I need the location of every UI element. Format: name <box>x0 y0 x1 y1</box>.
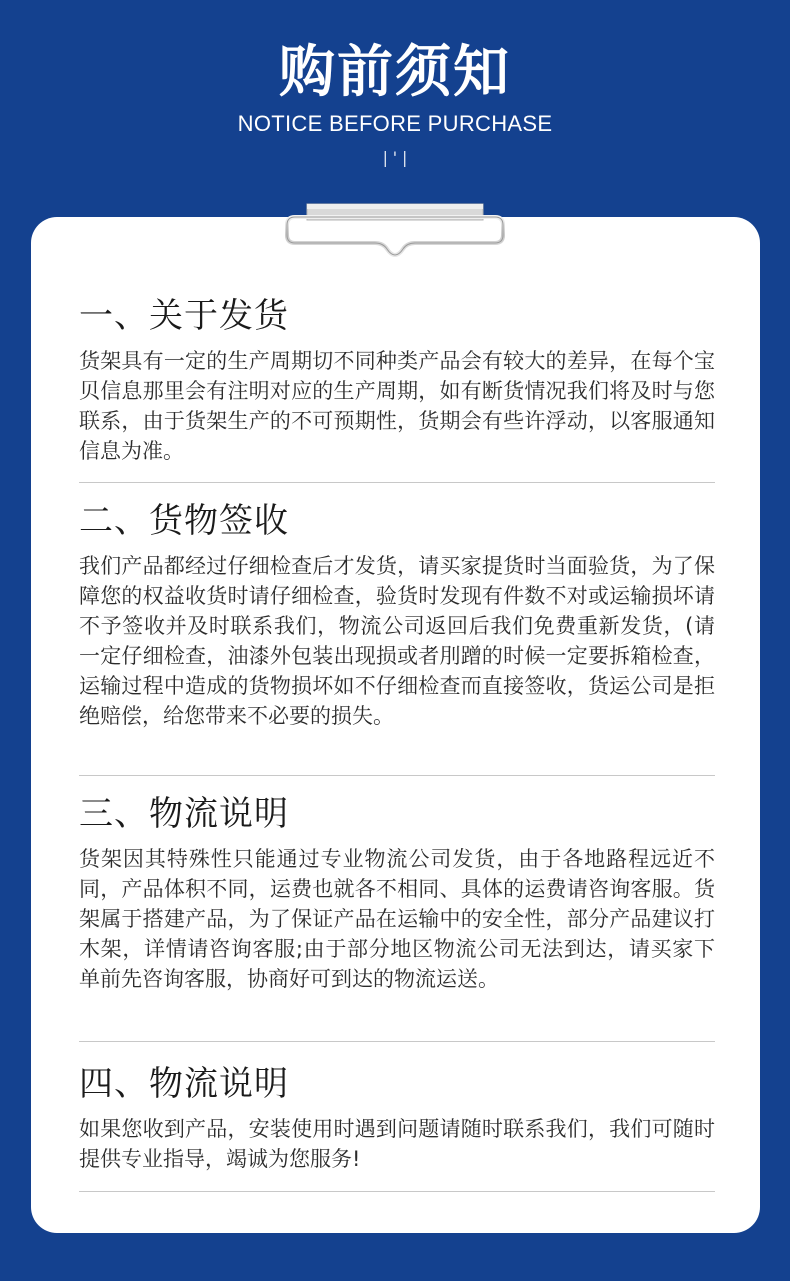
section-body: 我们产品都经过仔细检查后才发货，请买家提货时当面验货，为了保障您的权益收货时请仔细检查，验货时发现有件数不对或运输损坏请不予签收并及时联系我们，物流公司返回后我们免费重新发货，(请一定仔细检查，油漆外包装出现损或者刖蹭的时候一定要拆箱检查，运输过程中造成的货物损坏如不仔细检查而直接签收，货运公司是拒绝赔偿，给您带来不必要的损失。 <box>79 554 715 728</box>
section-body: 如果您收到产品，安装使用时遇到问题请随时联系我们，我们可随时提供专业指导，竭诚为您服务! <box>79 1117 715 1171</box>
section-divider <box>79 775 715 776</box>
section-body: 货架因其特殊性只能通过专业物流公司发货，由于各地路程远近不同，产品体积不同，运费也就各不相同、具体的运费请咨询客服。货架属于搭建产品，为了保证产品在运输中的安全性，部分产品建议打木架，详情请咨询客服;由于部分地区物流公司无法到达，请买家下单前先咨询客服，协商好可到达的物流运送。 <box>79 847 715 991</box>
section-title: 三、物流说明 <box>79 794 289 834</box>
section-body: 货架具有一定的生产周期切不同种类产品会有较大的差异，在每个宝贝信息那里会有注明对应的生产周期，如有断货情况我们将及时与您联系，由于货架生产的不可预期性，货期会有些许浮动，以客服通知信息为准。 <box>79 349 715 463</box>
section-title: 二、货物签收 <box>79 501 289 541</box>
section-logistics <box>79 792 715 994</box>
page-header <box>0 0 790 200</box>
page-subtitle: NOTICE BEFORE PURCHASE <box>237 111 553 136</box>
section-support <box>79 1062 715 1174</box>
section-title: 四、物流说明 <box>79 1064 289 1104</box>
section-receipt <box>79 499 715 731</box>
section-title: 一、关于发货 <box>79 296 289 336</box>
page-title: 购前须知 <box>279 40 511 105</box>
section-divider <box>79 482 715 483</box>
decorative-mark: |'| <box>380 148 410 167</box>
section-divider <box>79 1191 715 1192</box>
paper-clip-icon <box>285 203 505 259</box>
section-divider <box>79 1041 715 1042</box>
section-shipping <box>79 294 715 466</box>
